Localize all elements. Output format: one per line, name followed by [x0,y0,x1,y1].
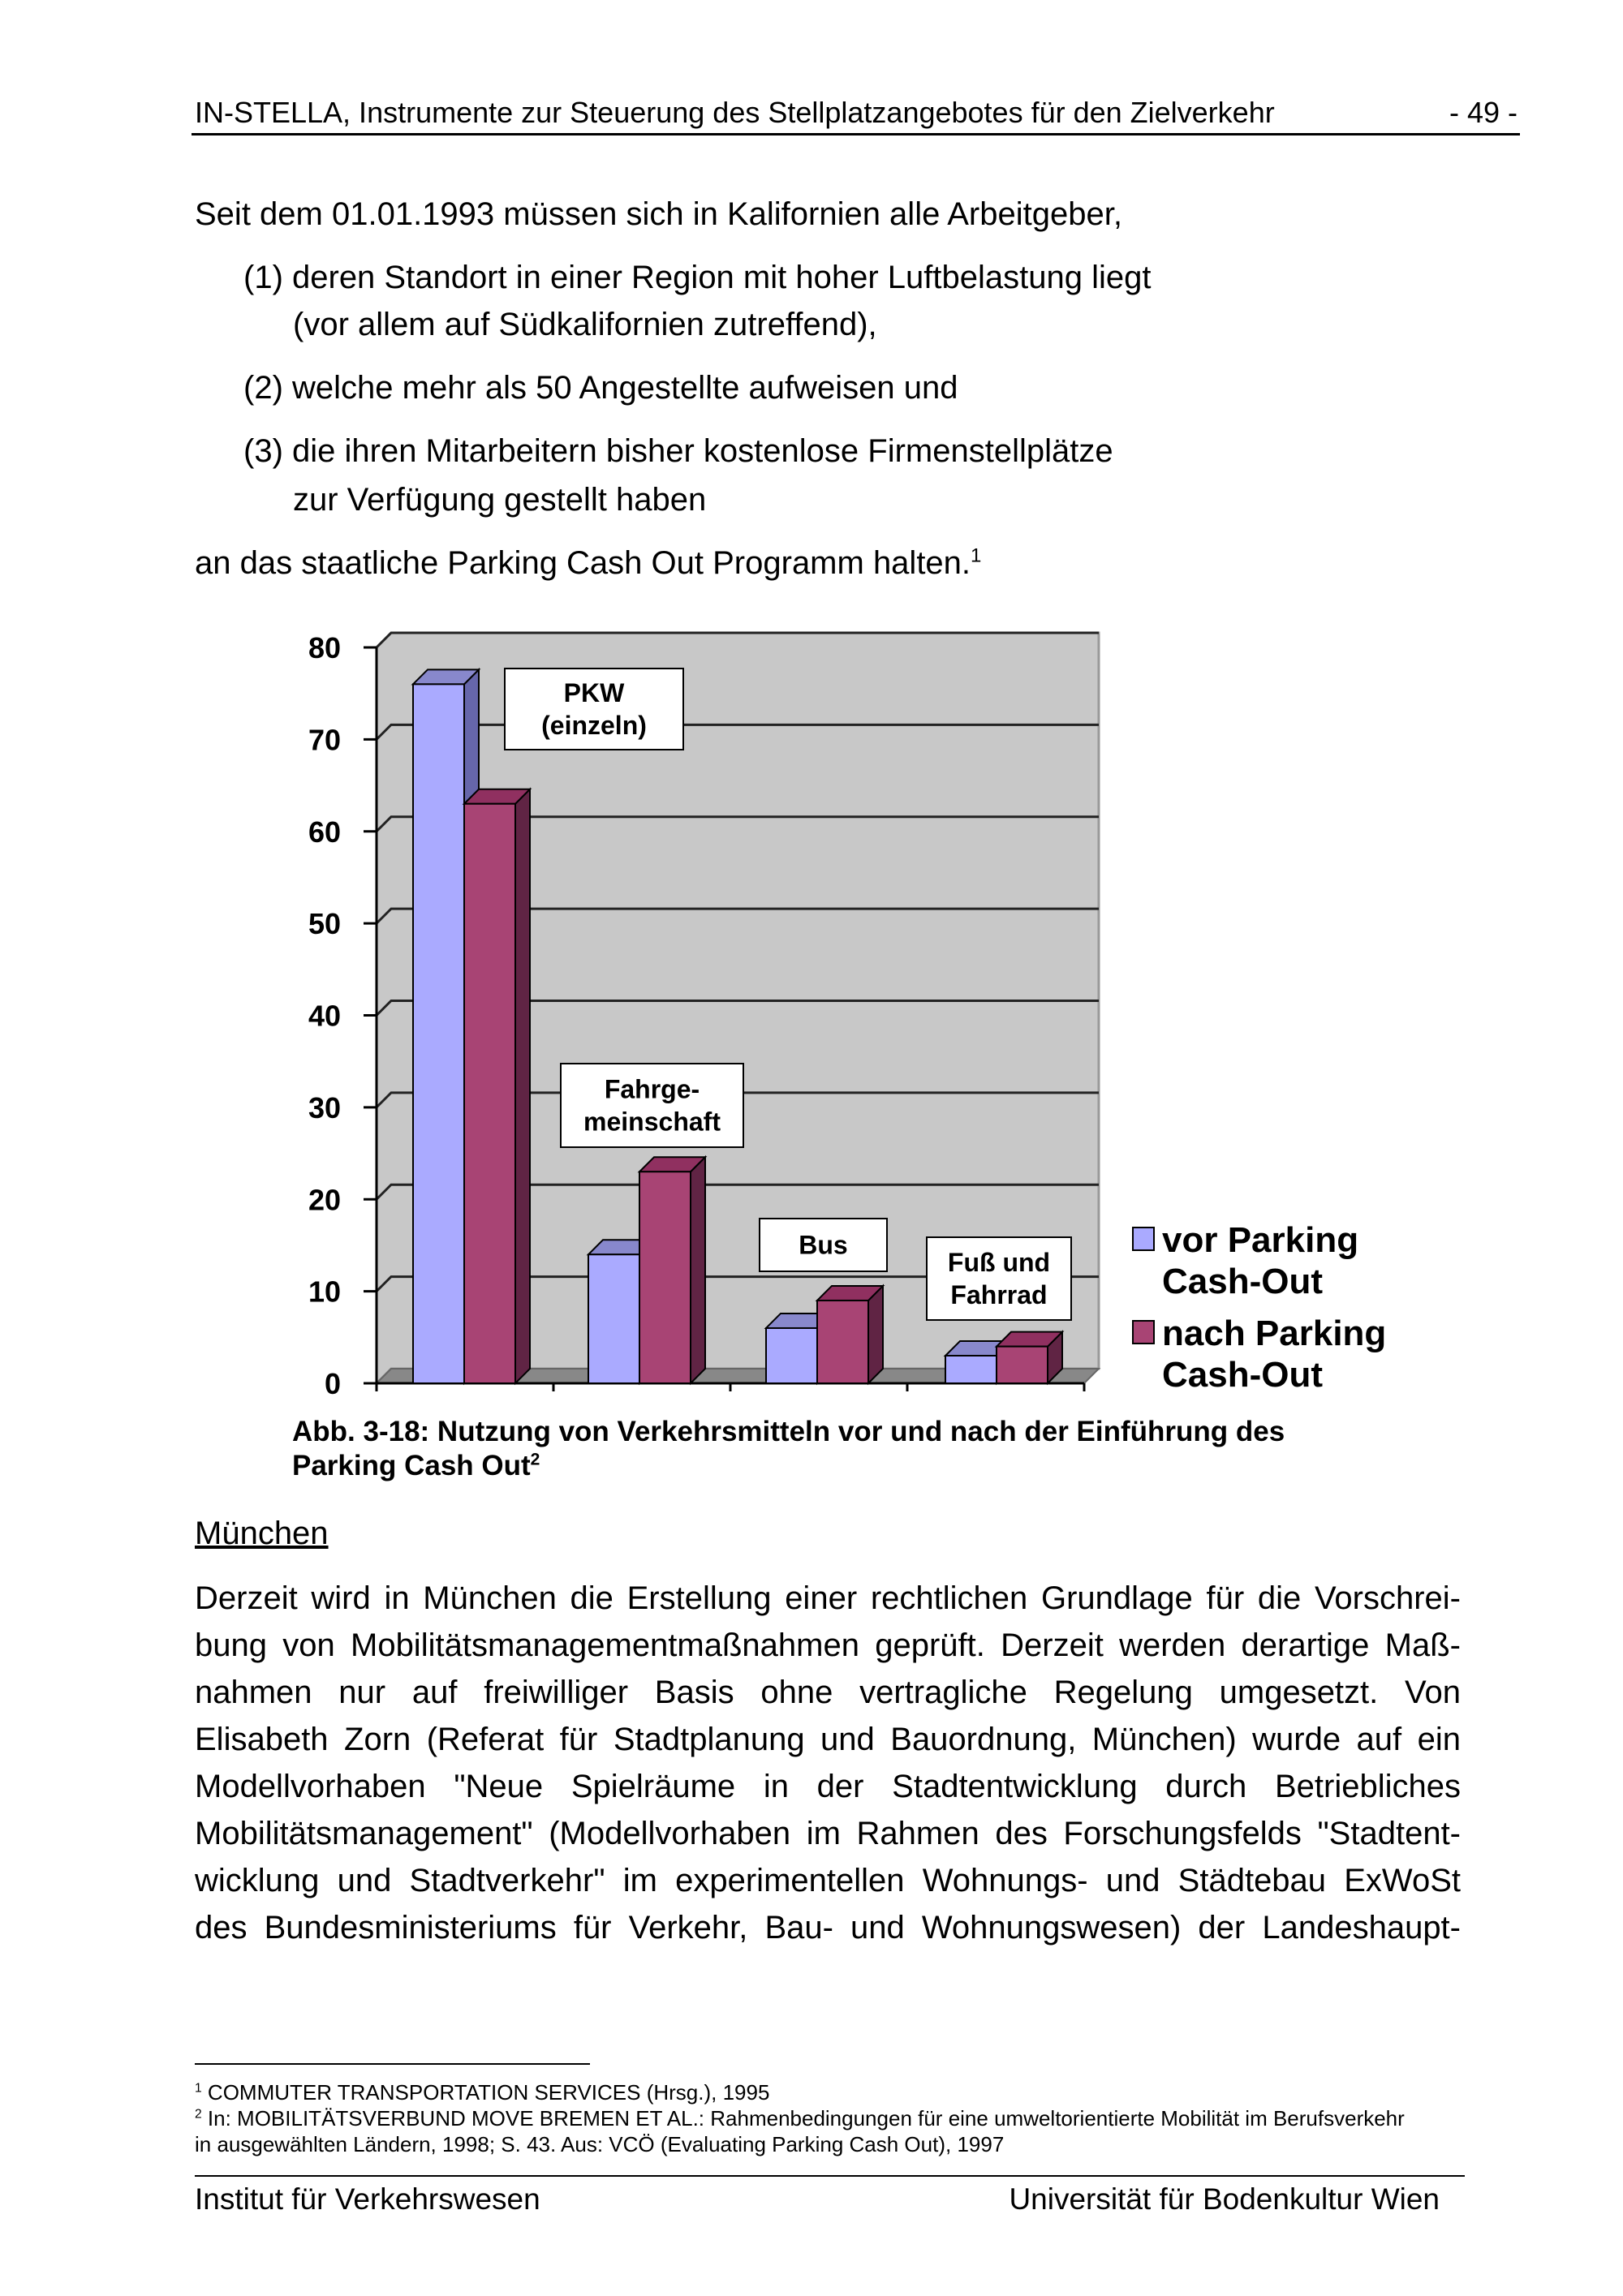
paragraph-line: wicklung und Stadtverkehr" im experimentellen Wohnungs- und Städtebau ExWoSt [195,1863,1461,1898]
paragraph-line: Derzeit wird in München die Erstellung einer rechtlichen Grundlage für die Vorschrei- [195,1580,1461,1616]
paragraph-line: des Bundesministeriums für Verkehr, Bau- und Wohnungswesen) der Landeshaupt- [195,1910,1461,1946]
bar [413,684,464,1383]
footnote-ref[interactable]: 1 [971,544,982,567]
paragraph-line: bung von Mobilitätsmanagementmaßnahmen geprüft. Derzeit werden derartige Maß- [195,1627,1461,1663]
legend-label: nach Parking [1162,1314,1387,1353]
bar-side [691,1157,705,1383]
y-tick-label: 20 [308,1183,341,1217]
paragraph-line: Elisabeth Zorn (Referat für Stadtplanung und Bauordnung, München) wurde auf ein [195,1722,1461,1757]
list-item-3: (3) die ihren Mitarbeitern bisher kostenlose Firmenstellplätze [243,433,1113,469]
category-label: Fahrrad [950,1280,1048,1309]
page-number: - 49 - [1449,96,1518,129]
list-item-1-cont: (vor allem auf Südkalifornien zutreffend), [293,307,877,342]
y-tick-label: 60 [308,815,341,849]
bar [997,1347,1048,1383]
footer-left: Institut für Verkehrswesen [195,2182,540,2216]
closing-text: an das staatliche Parking Cash Out Programm halten. [195,545,971,581]
footnote-number: 1 [195,2081,202,2096]
footer-rule [195,2175,1465,2177]
footnote-2-cont: in ausgewählten Ländern, 1998; S. 43. Aus: VCÖ (Evaluating Parking Cash Out), 1997 [195,2132,1005,2156]
category-label: meinschaft [583,1107,721,1137]
y-tick-label: 10 [308,1275,341,1309]
bar-side [515,789,530,1383]
y-tick-label: 30 [308,1090,341,1124]
bar [766,1328,817,1383]
legend-swatch [1133,1228,1154,1250]
category-label: (einzeln) [541,711,647,740]
footnote-2: In: MOBILITÄTSVERBUND MOVE BREMEN ET AL.: Rahmenbedingungen für eine umweltorientierte Mobilität im Berufsverkehr [207,2106,1405,2130]
intro-line: Seit dem 01.01.1993 müssen sich in Kalifornien alle Arbeitgeber, [195,196,1122,232]
list-item-3-cont: zur Verfügung gestellt haben [293,482,707,518]
bar [464,804,515,1383]
paragraph-line: Mobilitätsmanagement" (Modellvorhaben im Rahmen des Forschungsfelds "Stadtent- [195,1816,1461,1851]
legend-label: Cash-Out [1162,1355,1323,1395]
y-tick-label: 80 [308,631,341,664]
footnote-1: COMMUTER TRANSPORTATION SERVICES (Hrsg.), 1995 [207,2080,770,2105]
y-tick-label: 40 [308,999,341,1033]
category-label: Bus [799,1230,848,1260]
bar-side [868,1286,883,1383]
category-label: Fuß und [947,1248,1051,1277]
paragraph-line: nahmen nur auf freiwilliger Basis ohne vertragliche Regelung umgesetzt. Von [195,1675,1461,1710]
body-paragraph [195,1580,1461,1957]
figure-caption-line1: Abb. 3-18: Nutzung von Verkehrsmitteln vor und nach der Einführung des [292,1416,1285,1447]
footnote-number: 2 [195,2107,202,2122]
caption-text: Parking Cash Out [292,1450,531,1481]
bar [639,1172,691,1383]
paragraph-line: Modellvorhaben "Neue Spielräume in der Stadtentwicklung durch Betriebliches [195,1769,1461,1804]
section-heading: München [195,1516,329,1551]
legend-label: vor Parking [1162,1220,1359,1260]
y-tick-label: 70 [308,723,341,757]
caption-footnote-ref[interactable]: 2 [530,1450,540,1469]
header-title: IN-STELLA, Instrumente zur Steuerung des Stellplatzangebotes für den Zielverkehr [195,96,1275,129]
bar [588,1254,639,1383]
list-item-2: (2) welche mehr als 50 Angestellte aufweisen und [243,370,958,406]
y-tick-label: 50 [308,907,341,941]
bar [817,1301,868,1383]
bar [945,1356,997,1383]
category-label: PKW [563,678,625,707]
footnote-rule [195,2063,590,2065]
y-tick-label: 0 [324,1367,341,1400]
footer-right: Universität für Bodenkultur Wien [1009,2182,1440,2216]
figure-caption-line2 [292,1450,540,1482]
legend-swatch [1133,1321,1154,1344]
list-item-1: (1) deren Standort in einer Region mit hoher Luftbelastung liegt [243,260,1152,295]
legend-label: Cash-Out [1162,1262,1323,1301]
category-label: Fahrge- [604,1074,700,1104]
